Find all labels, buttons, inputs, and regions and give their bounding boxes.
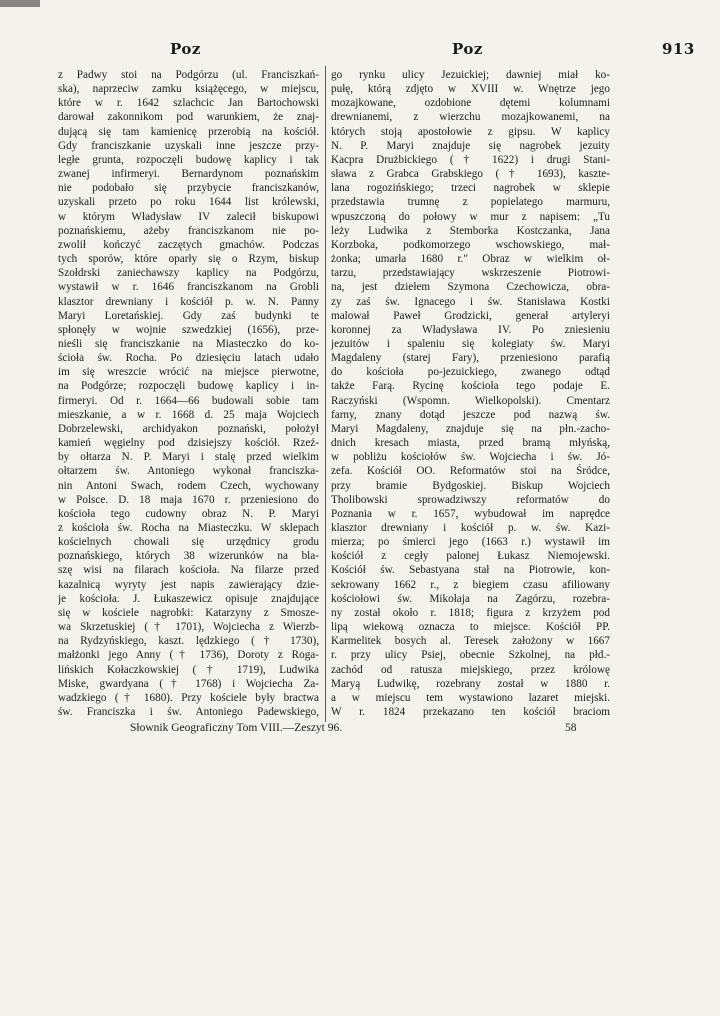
- text-line: zwanej infirmeryi. Bernardynom poznańskim: [58, 168, 319, 181]
- text-line: Kościół św. Sebastyana stał na Piotrowie, kon-: [331, 564, 610, 577]
- text-line: nieśli się franciszkanie na Miasteczko do ko-: [58, 337, 319, 350]
- text-line: im się wreszcie wrócić na miejsce pierwotne,: [58, 366, 319, 379]
- text-line: w którym Władysław IV zalecił biskupowi: [58, 210, 319, 223]
- text-line: na Podgórze; rozpoczęli budowę kaplicy i in-: [58, 380, 319, 393]
- text-line: żonka; umarła 1680 r." Obraz w wielkim oł-: [331, 253, 610, 266]
- text-line: z kościoła św. Rocha na Miasteczku. W sklepach: [58, 522, 319, 534]
- text-line: przedstawia trumnę z popielatego marmuru,: [331, 196, 610, 209]
- text-line: Maryą Ludwikę, rozebrany został w 1880 r.: [331, 677, 610, 690]
- text-line: klasztor drewniany i kościół p. w. św. Kazi-: [331, 522, 610, 534]
- text-line: kościoła tego cudowny obraz N. P. Maryi: [58, 507, 319, 520]
- text-line: kościelnych chowali się urzędnicy grodu: [58, 536, 319, 549]
- text-line: Miske, gwardyana († 1768) i Wojciecha Za-: [58, 677, 319, 690]
- text-line: lana rogozińskiego; trzeci nagrobek w sklepie: [331, 182, 610, 195]
- text-line: dnich kresach miasta, przed bramą młyńską,: [331, 437, 610, 450]
- running-head-right: Poz: [452, 40, 483, 58]
- text-line: drewnianemi, z wierzchu mozajkowanemi, na: [331, 111, 610, 124]
- text-line: poznańskiego, których 38 wizerunków na bla-: [58, 550, 319, 563]
- text-line: Raczyński (Wspomn. Wielkopolski). Cmentarz: [331, 394, 610, 407]
- text-line: wadzkiego († 1680). Przy kościele były bractwa: [58, 691, 319, 704]
- footer-sheet-number: 58: [565, 722, 577, 734]
- text-line: szę wisi na filarach kościoła. Na filarze przed: [58, 564, 319, 577]
- text-line: jezuitów i spaleniu się kolegiaty św. Maryi: [331, 337, 610, 350]
- text-line: się w kościele nagrobki: Katarzyny z Smosze-: [58, 606, 319, 619]
- text-line: w pobliżu kościołów św. Wojciecha i św. Jó-: [331, 451, 610, 464]
- text-line: lińskich Kołaczkowskiej († 1719), Ludwika: [58, 663, 319, 676]
- text-line: nin Antoni Swach, rodem Czech, wychowany: [58, 479, 319, 492]
- right-column: [331, 68, 610, 720]
- text-line: zachód od ratusza miejskiego, przez królowę: [331, 663, 610, 676]
- text-line: ległe grunta, rozpoczęli budowę kaplicy i tak: [58, 153, 319, 166]
- text-line: pułę, którą zdjęto w XVIII w. Wnętrze jego: [331, 83, 610, 96]
- text-line: Korzboka, podkomorzego wschowskiego, mał-: [331, 238, 610, 251]
- text-line: kamień węgielny pod dzisiejszy kościół. Rzeź-: [58, 437, 319, 450]
- text-line: Magdaleny (starej Fary), przeniesiono parafią: [331, 352, 610, 365]
- text-line: kościołowi św. Mikołaja na Zagórzu, rozebra-: [331, 592, 610, 605]
- running-head-left: Poz: [170, 40, 201, 58]
- text-line: lipą wiekową oznacza to miejsce. Kościół PP.: [331, 621, 610, 634]
- text-line: których stoją apostołowie z gipsu. W kaplicy: [331, 125, 610, 138]
- text-line: tarzu, przedstawiający wskrzeszenie Piotrowi-: [331, 267, 610, 280]
- text-line: w Polsce. D. 18 maja 1670 r. przeniesiono do: [58, 493, 319, 506]
- text-line: mozajkowane, ozdobione dętemi kolumnami: [331, 97, 610, 110]
- text-line: poznańskiemu, ażeby franciszkanom nie po-: [58, 224, 319, 237]
- text-line: spłonęły w wojnie szwedzkiej (1656), prze-: [58, 323, 319, 336]
- text-line: leży Ludwika z Stemborka Kostczanka, Jana: [331, 224, 610, 237]
- text-line: także Farą. Rycinę kościoła tego podaje E.: [331, 380, 610, 393]
- text-line: kościół z cegły palonej Łukasz Niemojewski.: [331, 550, 610, 563]
- text-line: by ołtarza N. P. Maryi i stalę przed wielkim: [58, 451, 319, 464]
- text-line: zwolił kończyć zaczętych gmachów. Podczas: [58, 238, 319, 251]
- text-line: tych sporów, które oparły się o Rzym, biskup: [58, 253, 319, 266]
- text-line: do kościoła po-jezuickiego, zwanego odtąd: [331, 366, 610, 379]
- text-line: na, jest dziełem Szymona Czechowicza, obra-: [331, 281, 610, 294]
- text-line: Maryi Loretańskiej. Gdy zaś budynki te: [58, 309, 319, 322]
- text-line: z Padwy stoi na Podgórzu (ul. Franciszkań-: [58, 69, 319, 81]
- text-line: farny, znany dotąd jeszcze pod nazwą św.: [331, 408, 610, 421]
- text-line: Gdy franciszkanie uzyskali inne jeszcze przy-: [58, 139, 319, 152]
- text-line: wpuszczoną do połowy w mur z napisem: „Tu: [331, 210, 610, 223]
- text-line: [58, 719, 319, 720]
- text-line: N. P. Maryi znajduje się nagrobek jezuity: [331, 139, 610, 152]
- text-line: Karmelitek bosych al. Teresek założony w 1667: [331, 635, 610, 648]
- text-line: ska), naprzeciw zamku książęcego, w miejscu,: [58, 83, 319, 96]
- text-line: Maryi Magdaleny, znajduje się na płn.-zacho-: [331, 422, 610, 435]
- text-line: zefa. Kościół OO. Reformatów stoi na Śródce,: [331, 465, 610, 478]
- text-line: go rynku ulicy Jezuickiej; dawniej miał ko-: [331, 69, 610, 81]
- text-line: r. przy ulicy Psiej, obecnie Szkolnej, na płd.-: [331, 649, 610, 662]
- text-line: wa Skrzetuskiej († 1701), Wojciecha z Wierzb-: [58, 621, 319, 634]
- text-line: ołtarzem św. Antoniego wykonał franciszka-: [58, 465, 319, 478]
- text-line: mierza; po śmierci jego (1663 r.) wystawił im: [331, 536, 610, 549]
- text-line: malował Paweł Grodzicki, generał artyleryi: [331, 309, 610, 322]
- text-line: dującą się tam kamienicę przerobią na kościół.: [58, 125, 319, 138]
- text-line: mieszkanie, a w r. 1668 d. 25 maja Wojciech: [58, 408, 319, 421]
- text-line: [331, 719, 610, 720]
- page-number: 913: [662, 40, 695, 58]
- text-line: ścioła św. Rocha. Po dziesięciu latach udało: [58, 352, 319, 365]
- text-line: firmeryi. Od r. 1664—66 budowali sobie tam: [58, 394, 319, 407]
- text-line: małżonki jego Anny († 1736), Doroty z Roga-: [58, 649, 319, 662]
- text-line: sława z Grabca Grabskiego († 1693), kaszte-: [331, 168, 610, 181]
- text-line: koronnej za Władysława IV. Po zniesieniu: [331, 323, 610, 336]
- footer-publication: Słownik Geograficzny Tom VIII.—Zeszyt 96.: [130, 722, 343, 734]
- text-line: ny został około r. 1818; figura z krzyżem pod: [331, 606, 610, 619]
- text-line: Kacpra Drużbickiego († 1622) i drugi Stani-: [331, 153, 610, 166]
- text-line: zy zaś św. Ignacego i św. Stanisława Kostki: [331, 295, 610, 308]
- scan-corner-mark: [0, 0, 40, 7]
- text-line: przy bramie Bydgoskiej. Biskup Wojciech: [331, 479, 610, 492]
- text-line: Poznania w r. 1657, wybudował im naprędce: [331, 507, 610, 520]
- text-line: je kościoła. J. Łukaszewicz opisuje znajdujące: [58, 592, 319, 605]
- text-line: kazalnicą wyryty jest napis zawierający dzie-: [58, 578, 319, 591]
- text-line: darował zakonnikom pod warunkiem, że znaj-: [58, 111, 319, 124]
- text-line: klasztor drewniany i kościół p. w. N. Panny: [58, 295, 319, 308]
- text-line: W r. 1824 przekazano ten kościół braciom: [331, 706, 610, 719]
- text-line: które w r. 1642 szlachcic Jan Bartochowski: [58, 97, 319, 110]
- text-line: św. Franciszka i św. Antoniego Padewskiego,: [58, 706, 319, 719]
- text-line: Dobrzelewski, archidyakon poznański, położył: [58, 422, 319, 435]
- text-line: sekrowany 1662 r., z biegiem czasu afiliowany: [331, 578, 610, 591]
- text-line: na Rydzyńskiego, kaszt. lędzkiego († 1730),: [58, 635, 319, 648]
- text-line: wystawił w r. 1646 franciszkanom na Grobli: [58, 281, 319, 294]
- text-line: Tholibowski sprowadziwszy reformatów do: [331, 493, 610, 506]
- text-line: a w miejscu tem wystawiono lazaret miejski.: [331, 691, 610, 704]
- text-line: nie podobało się przybycie franciszkanów,: [58, 182, 319, 195]
- left-column: [58, 68, 319, 720]
- text-line: Szołdrski zaniechawszy kaplicy na Podgórzu,: [58, 267, 319, 280]
- column-divider: [325, 66, 326, 722]
- text-line: uzyskali przeto po roku 1644 list królewski,: [58, 196, 319, 209]
